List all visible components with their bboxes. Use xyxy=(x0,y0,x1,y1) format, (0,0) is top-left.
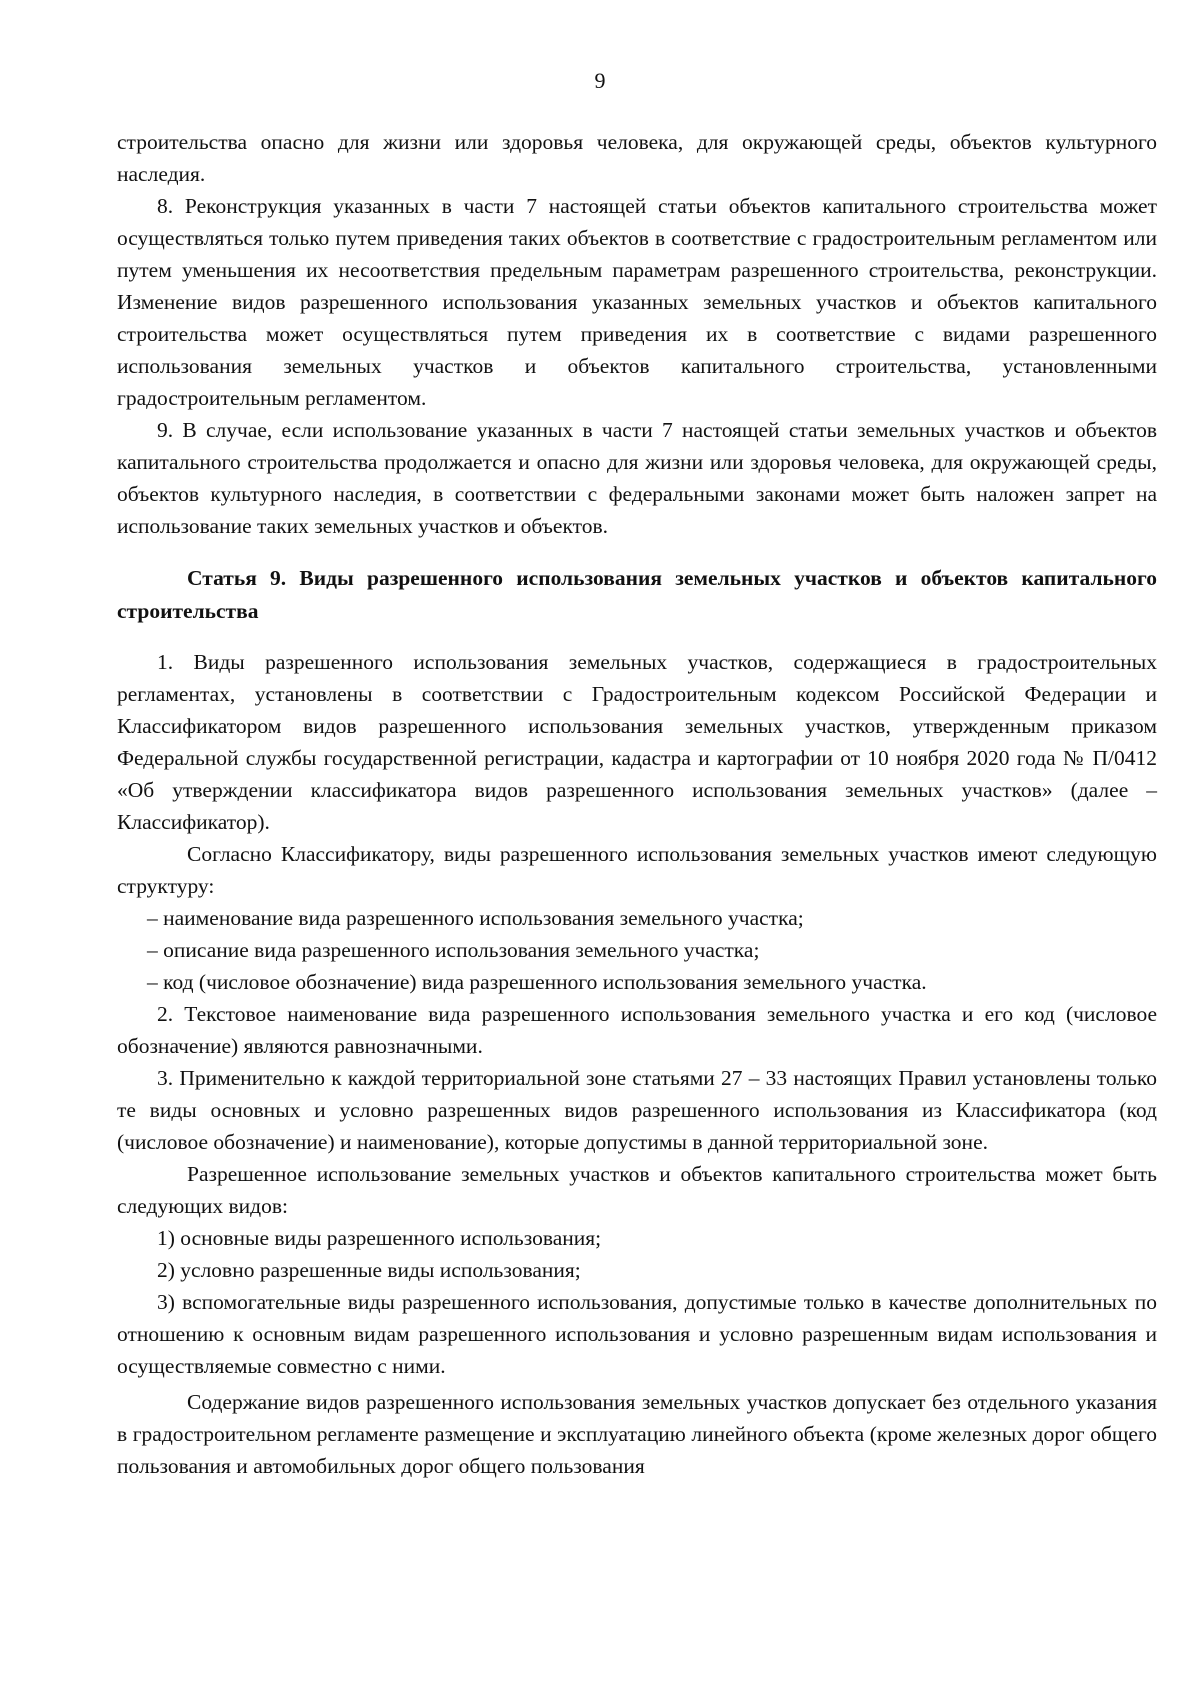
paragraph-item-9: 9. В случае, если использование указанных в части 7 настоящей статьи земельных участков и объектов капитального строительства продолжается и опасно для жизни или здоровья человека, для окружающей среды, объектов культурного наследия, в соответствии с федеральными законами может быть наложен запрет на использование таких земельных участков и объектов. xyxy=(117,418,1157,538)
article-heading: Статья 9. Виды разрешенного использования земельных участков и объектов капитального строительства xyxy=(117,566,1157,623)
numbered-item: 1) основные виды разрешенного использования; xyxy=(157,1226,602,1250)
paragraph-item-8: 8. Реконструкция указанных в части 7 настоящей статьи объектов капитального строительства может осуществляться только путем приведения таких объектов в соответствие с градостроительным регламентом или путем уменьшения их несоответствия предельным параметрам разрешенного строительства, реконструкции. Изменение видов разрешенного использования указанных земельных участков и объектов капитального строительства может осуществляться путем приведения их в соответствие с видами разрешенного использования земельных участков и объектов капитального строительства, установленными градостроительным регламентом. xyxy=(117,194,1157,410)
paragraph-last: Содержание видов разрешенного использования земельных участков допускает без отдельного указания в градостроительном регламенте размещение и эксплуатацию линейного объекта (кроме железных дорог общего пользования и автомобильных дорог общего пользования xyxy=(117,1390,1157,1478)
paragraph-structure-intro: Согласно Классификатору, виды разрешенного использования земельных участков имеют следующую структуру: xyxy=(117,842,1157,898)
list-item: – описание вида разрешенного использования земельного участка; xyxy=(147,938,760,962)
page-number: 9 xyxy=(594,68,606,93)
paragraph-section-2: 2. Текстовое наименование вида разрешенного использования земельного участка и его код (числовое обозначение) являются равнозначными. xyxy=(117,1002,1157,1058)
paragraph-section-3: 3. Применительно к каждой территориальной зоне статьями 27 – 33 настоящих Правил установлены только те виды основных и условно разрешенных видов разрешенного использования из Классификатора (код (числовое обозначение) и наименование), которые допустимы в данной территориальной зоне. xyxy=(117,1066,1157,1154)
page-content xyxy=(117,126,1157,1482)
paragraph-continuation: строительства опасно для жизни или здоровья человека, для окружающей среды, объектов культурного наследия. xyxy=(117,130,1157,186)
numbered-item: 2) условно разрешенные виды использования; xyxy=(157,1258,581,1282)
list-item: – код (числовое обозначение) вида разрешенного использования земельного участка. xyxy=(147,970,927,994)
paragraph-section-1: 1. Виды разрешенного использования земельных участков, содержащиеся в градостроительных регламентах, установлены в соответствии с Градостроительным кодексом Российской Федерации и Классификатором видов разрешенного использования земельных участков, утвержденным приказом Федеральной службы государственной регистрации, кадастра и картографии от 10 ноября 2020 года № П/0412 «Об утверждении классификатора видов разрешенного использования земельных участков» (далее – Классификатор). xyxy=(117,650,1157,834)
list-item: – наименование вида разрешенного использования земельного участка; xyxy=(147,906,804,930)
numbered-item: 3) вспомогательные виды разрешенного использования, допустимые только в качестве дополнительных по отношению к основным видам разрешенного использования и условно разрешенным видам использования и осуществляемые совместно с ними. xyxy=(117,1290,1157,1378)
paragraph-types-intro: Разрешенное использование земельных участков и объектов капитального строительства может быть следующих видов: xyxy=(117,1162,1157,1218)
